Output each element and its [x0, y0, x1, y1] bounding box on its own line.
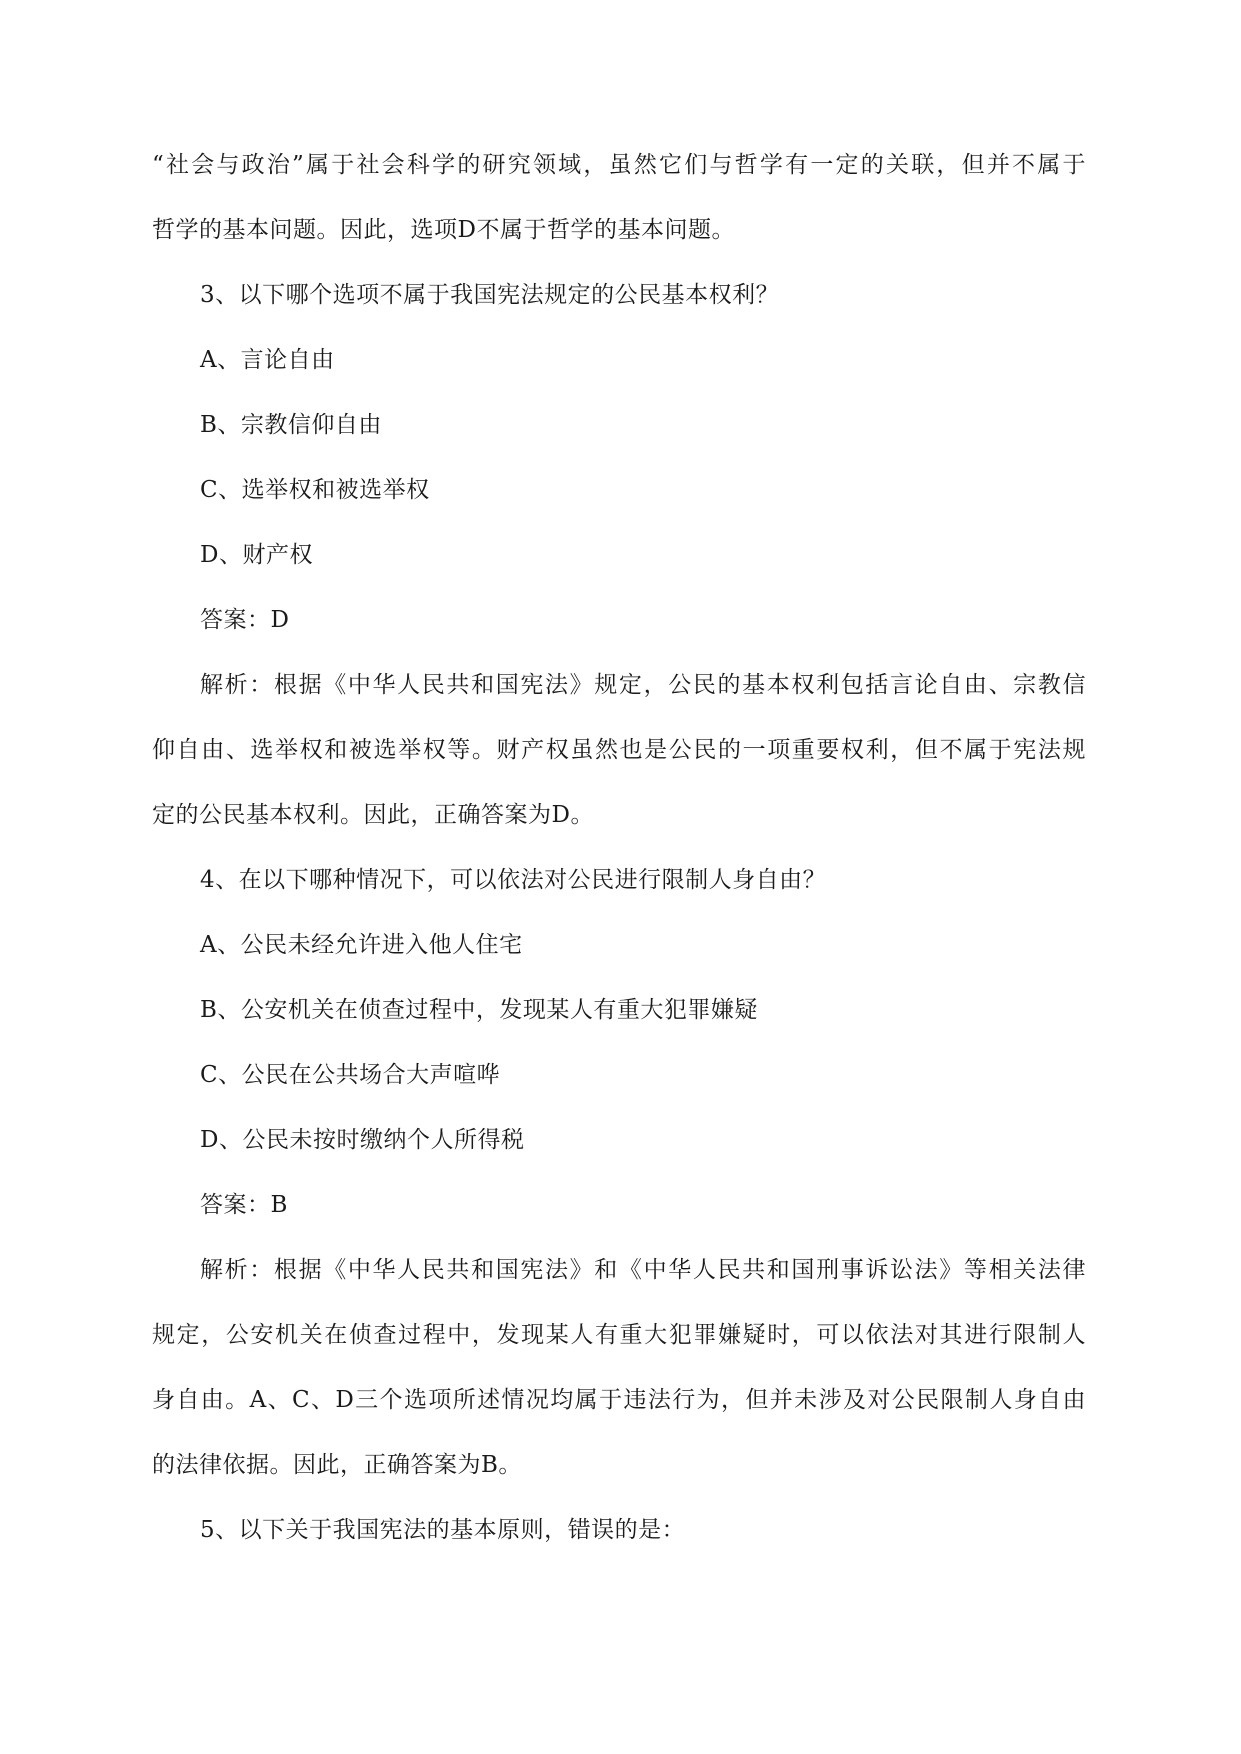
option-c: C、公民在公共场合大声喧哗 — [200, 1062, 501, 1088]
explanation-line: 的法律依据。因此，正确答案为B。 — [152, 1452, 522, 1478]
explanation-line: 解析：根据《中华人民共和国宪法》规定，公民的基本权利包括言论自由、宗教信 — [200, 672, 1086, 698]
question-4: 4、在以下哪种情况下，可以依法对公民进行限制人身自由？ — [200, 867, 827, 893]
explanation-line: 定的公民基本权利。因此，正确答案为D。 — [152, 802, 594, 828]
question-3: 3、以下哪个选项不属于我国宪法规定的公民基本权利？ — [200, 282, 780, 308]
option-c: C、选举权和被选举权 — [200, 477, 430, 503]
answer: 答案：D — [200, 607, 290, 633]
explanation-line: 仰自由、选举权和被选举权等。财产权虽然也是公民的一项重要权利，但不属于宪法规 — [152, 737, 1086, 763]
option-d: D、财产权 — [200, 542, 313, 568]
paragraph-line: 哲学的基本问题。因此，选项D不属于哲学的基本问题。 — [152, 217, 735, 243]
explanation-line: 解析：根据《中华人民共和国宪法》和《中华人民共和国刑事诉讼法》等相关法律 — [200, 1257, 1086, 1283]
option-a: A、言论自由 — [200, 347, 335, 373]
option-b: B、宗教信仰自由 — [200, 412, 382, 438]
option-d: D、公民未按时缴纳个人所得税 — [200, 1127, 525, 1153]
answer: 答案：B — [200, 1192, 288, 1218]
question-5: 5、以下关于我国宪法的基本原则，错误的是： — [200, 1517, 686, 1543]
option-b: B、公安机关在侦查过程中，发现某人有重大犯罪嫌疑 — [200, 997, 758, 1023]
option-a: A、公民未经允许进入他人住宅 — [200, 932, 523, 958]
explanation-line: 规定，公安机关在侦查过程中，发现某人有重大犯罪嫌疑时，可以依法对其进行限制人 — [152, 1322, 1086, 1348]
paragraph-line: “社会与政治”属于社会科学的研究领域，虽然它们与哲学有一定的关联，但并不属于 — [152, 152, 1086, 178]
explanation-line: 身自由。A、C、D三个选项所述情况均属于违法行为，但并未涉及对公民限制人身自由 — [152, 1387, 1086, 1413]
